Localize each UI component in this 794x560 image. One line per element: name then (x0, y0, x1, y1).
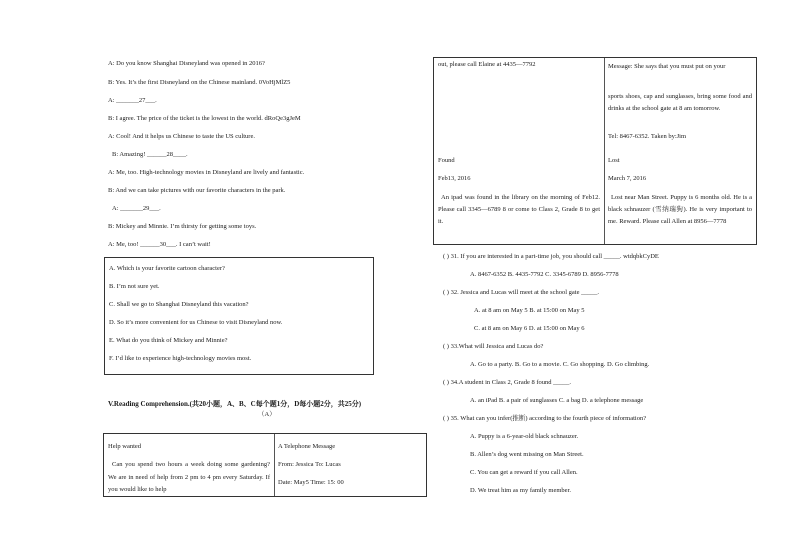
table-divider (274, 434, 275, 496)
message-tel: Tel: 8467-6352. Taken by:Jim (608, 133, 687, 140)
dialogue-line: A: _______29___. (112, 205, 161, 212)
lost-text: Lost near Man Street. Puppy is 6 months old. He is a black schnauzer (雪纳瑞狗). He is very important to me. Reward. Please call Allen at 8956—7778 (608, 194, 752, 226)
option-item: F. I’d like to experience high-technology movies most. (109, 355, 252, 362)
option-item: D. So it’s more convenient for us Chinese to visit Disneyland now. (109, 319, 283, 326)
dialogue-line: A: Me, too. High-technology movies in Disneyland are lively and fantastic. (108, 169, 305, 176)
question-option: B. Allen’s dog went missing on Man Street. (470, 451, 584, 458)
found-date: Feb13, 2016 (438, 175, 471, 182)
message-from: From: Jessica To: Lucas (278, 461, 341, 468)
dialogue-line: A: Do you know Shanghai Disneyland was opened in 2016? (108, 60, 265, 67)
question-options: A. 8467-6352 B. 4435-7792 C. 3345-6789 D. 8956-7778 (470, 271, 619, 278)
question-option: C. You can get a reward if you call Allen. (470, 469, 578, 476)
lost-date: March 7, 2016 (608, 175, 647, 182)
question-option: A. Puppy is a 6-year-old black schnauzer. (470, 433, 579, 440)
question-options: A. an iPad B. a pair of sunglasses C. a bag D. a telephone message (470, 397, 644, 404)
question: ( ) 33.What will Jessica and Lucas do? (443, 343, 544, 350)
option-item: C. Shall we go to Shanghai Disneyland this vacation? (109, 301, 249, 308)
message-date: Date: May5 Time: 15: 00 (278, 479, 344, 486)
message-body-start: Message: She says that you must put on your (608, 63, 726, 70)
question-options: A. at 8 am on May 5 B. at 15:00 on May 5 (474, 307, 585, 314)
ads-table-left (103, 433, 427, 497)
question-options: A. Go to a party. B. Go to a movie. C. Go shopping. D. Go climbing. (470, 361, 650, 368)
question: ( ) 31. If you are interested in a part-time job, you should call _____. wtdqbkCyDE (443, 253, 659, 260)
ads-table-right (433, 57, 757, 245)
option-item: E. What do you think of Mickey and Minnie? (109, 337, 228, 344)
table-divider (604, 58, 605, 244)
question: ( ) 32. Jessica and Lucas will meet at the school gate _____. (443, 289, 599, 296)
section-subtitle: （A） (258, 411, 276, 418)
message-body: sports shoes, cap and sunglasses, bring some food and drinks at the school gate at 8 am tomorrow. (608, 93, 752, 112)
dialogue-line: B: Yes. It’s the first Disneyland on the Chinese mainland. 0VoHjMlZ5 (108, 79, 291, 86)
help-wanted-text: Can you spend two hours a week doing some gardening? We are in need of help from 2 pm to 4 pm every Saturday. If you would like to help (108, 461, 270, 494)
lost-label: Lost (608, 157, 620, 164)
telephone-message-title: A Telephone Message (278, 443, 336, 450)
option-item: B. I’m not sure yet. (109, 283, 160, 290)
dialogue-line: B: Amazing! ______28____. (112, 151, 188, 158)
dialogue-line: A: _______27___. (108, 97, 157, 104)
help-wanted-title: Help wanted (108, 443, 142, 450)
question-options: C. at 8 am on May 6 D. at 15:00 on May 6 (474, 325, 585, 332)
question-option: D. We treat him as my family member. (470, 487, 571, 494)
found-label: Found (438, 157, 455, 164)
dialogue-line: A: Cool! And it helps us Chinese to taste the US culture. (108, 133, 255, 140)
question: ( ) 34.A student in Class 2, Grade 8 found _____. (443, 379, 572, 386)
option-item: A. Which is your favorite cartoon character? (109, 265, 225, 272)
dialogue-line: B: Mickey and Minnie. I’m thirsty for getting some toys. (108, 223, 257, 230)
dialogue-line: A: Me, too! ______30___. I can’t wait! (108, 241, 211, 248)
help-wanted-cont: out, please call Elaine at 4435—7792 (438, 61, 536, 68)
options-box (104, 257, 374, 375)
found-text: An ipad was found in the library on the morning of Feb12. Please call 3345—6789 8 or come to Class 2, Grade 8 to get it. (438, 194, 600, 226)
dialogue-line: B: I agree. The price of the ticket is the lowest in the world. dRoQe3gJeM (108, 115, 301, 122)
question: ( ) 35. What can you infer(推断) according to the fourth piece of information? (443, 415, 647, 422)
section-title: V.Reading Comprehension.(共20小题，A、B、C每个题1分，D每小题2分，共25分) (108, 400, 362, 408)
dialogue-line: B: And we can take pictures with our favorite characters in the park. (108, 187, 286, 194)
